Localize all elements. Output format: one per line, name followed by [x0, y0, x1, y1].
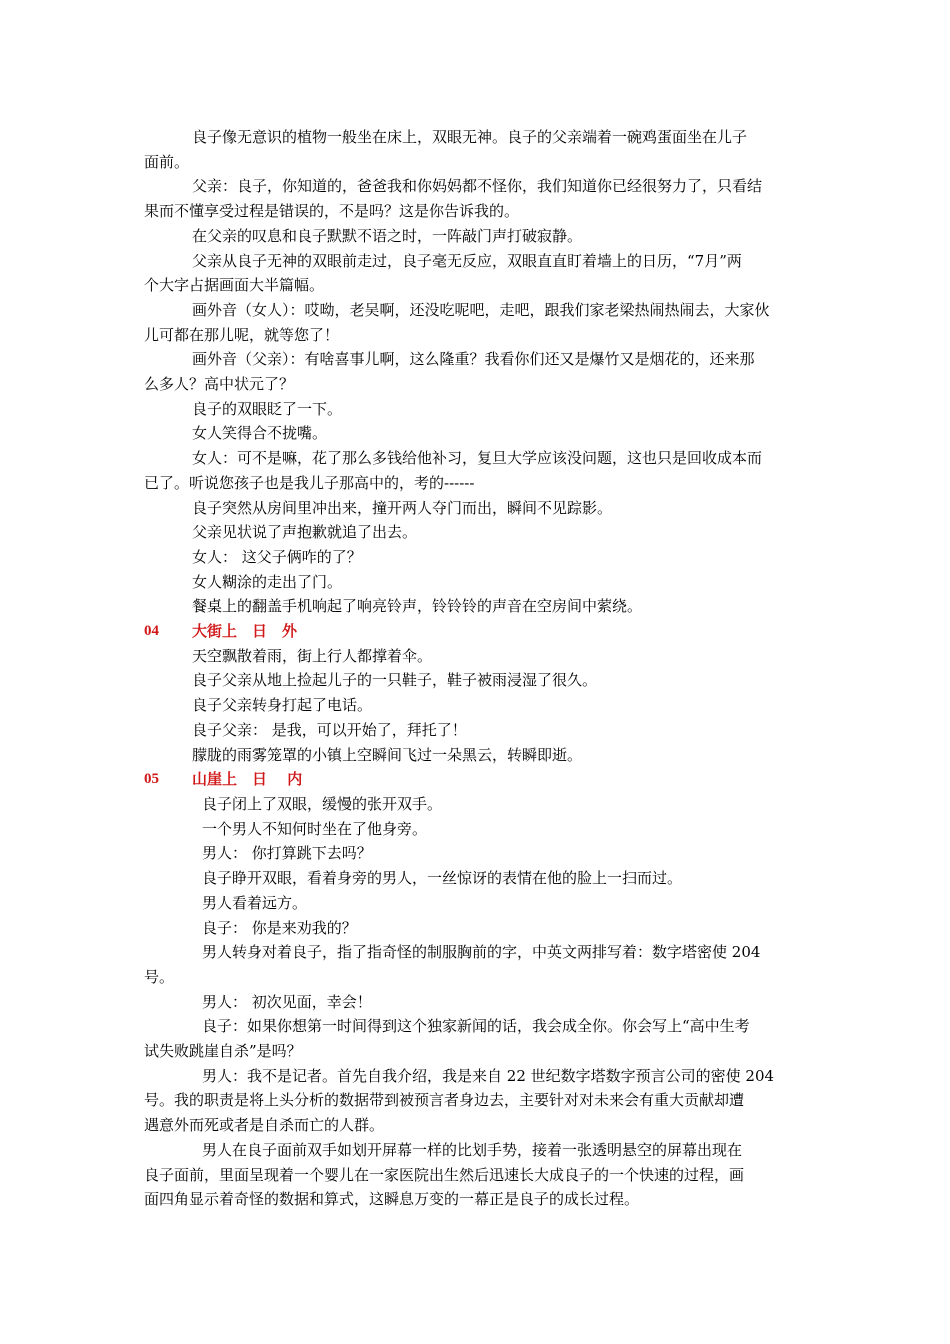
paragraph-line: 女人：可不是嘛，花了那么多钱给他补习，复旦大学应该没问题，这也只是回收成本而 — [192, 449, 763, 468]
paragraph-line: 面四角显示着奇怪的数据和算式，这瞬息万变的一幕正是良子的成长过程。 — [144, 1190, 640, 1209]
paragraph — [144, 545, 808, 570]
paragraph — [144, 224, 808, 249]
paragraph-line: 画外音（女人）：哎呦，老吴啊，还没吃呢吧，走吧，跟我们家老梁热闹热闹去，大家伙 — [192, 300, 770, 319]
paragraph — [144, 916, 808, 941]
scene-heading-04 — [144, 619, 808, 644]
paragraph — [144, 866, 808, 891]
scene-title: 山崖上 日 内 — [192, 770, 303, 789]
scene-title: 大街上 日 外 — [192, 622, 298, 641]
paragraph-line: 已了。听说您孩子也是我儿子那高中的，考的------ — [144, 473, 475, 492]
paragraph — [144, 743, 808, 768]
paragraph-line: 良子像无意识的植物一般坐在床上，双眼无神。良子的父亲端着一碗鸡蛋面坐在儿子 — [192, 128, 748, 146]
paragraph — [144, 446, 808, 495]
paragraph-line: 良子闭上了双眼，缓慢的张开双手。 — [202, 794, 443, 813]
paragraph — [144, 347, 808, 396]
scene-05-body — [144, 792, 808, 1212]
paragraph-line: 在父亲的叹息和良子默默不语之时，一阵敲门声打破寂静。 — [192, 226, 583, 245]
paragraph-line: 男人在良子面前双手如划开屏幕一样的比划手势，接着一张透明悬空的屏幕出现在 — [202, 1140, 743, 1159]
paragraph-line: 男人： 初次见面，幸会！ — [202, 992, 372, 1011]
scene-03-continuation — [144, 125, 808, 619]
paragraph — [144, 792, 808, 817]
paragraph — [144, 891, 808, 916]
paragraph-line: 良子突然从房间里冲出来，撞开两人夺门而出，瞬间不见踪影。 — [192, 498, 613, 517]
paragraph-line: 男人转身对着良子，指了指奇怪的制服胸前的字，中英文两排写着：数字塔密使 204 — [202, 943, 761, 962]
paragraph-line: 个大字占据画面大半篇幅。 — [144, 276, 325, 295]
paragraph-line: 良子父亲： 是我，可以开始了，拜托了！ — [192, 720, 467, 739]
paragraph — [144, 594, 808, 619]
paragraph-line: 良子父亲转身打起了电话。 — [192, 696, 373, 715]
paragraph-line: 男人看着远方。 — [202, 893, 308, 912]
paragraph — [144, 125, 808, 174]
paragraph-line: 果而不懂享受过程是错误的，不是吗？这是你告诉我的。 — [144, 202, 520, 221]
paragraph-line: 号。我的职责是将上头分析的数据带到被预言者身边去，主要针对对未来会有重大贡献却遭 — [144, 1091, 745, 1110]
paragraph-line: 一个男人不知何时坐在了他身旁。 — [202, 819, 428, 838]
paragraph-line: 男人： 你打算跳下去吗？ — [202, 844, 372, 863]
paragraph-line: 朦胧的雨雾笼罩的小镇上空瞬间飞过一朵黑云，转瞬即逝。 — [192, 745, 583, 764]
paragraph — [144, 644, 808, 669]
paragraph-line: 画外音（父亲）：有啥喜事儿啊，这么隆重？我看你们还又是爆竹又是烟花的，还来那 — [192, 350, 755, 369]
paragraph — [144, 298, 808, 347]
paragraph-line: 女人糊涂的走出了门。 — [192, 572, 343, 591]
paragraph — [144, 817, 808, 842]
paragraph-line: 女人： 这父子俩咋的了？ — [192, 547, 362, 566]
scene-04-body — [144, 644, 808, 768]
paragraph-line: 儿可都在那儿呢，就等您了！ — [144, 325, 340, 344]
paragraph — [144, 1138, 808, 1212]
paragraph-line: 父亲从良子无神的双眼前走过，良子毫无反应，双眼直直盯着墙上的日历，“7月”两 — [192, 251, 742, 270]
paragraph — [144, 397, 808, 422]
paragraph — [144, 520, 808, 545]
paragraph — [144, 421, 808, 446]
paragraph-line: 女人笑得合不拢嘴。 — [192, 424, 328, 443]
paragraph-line: 良子的双眼眨了一下。 — [192, 399, 343, 418]
paragraph — [144, 668, 808, 693]
paragraph — [144, 570, 808, 595]
scene-number: 04 — [144, 623, 159, 640]
paragraph-line: 天空飘散着雨，街上行人都撑着伞。 — [192, 646, 433, 665]
paragraph — [144, 496, 808, 521]
paragraph-line: 良子： 你是来劝我的？ — [202, 918, 357, 937]
scene-number: 05 — [144, 771, 159, 788]
paragraph — [144, 718, 808, 743]
paragraph — [144, 990, 808, 1015]
paragraph-line: 男人：我不是记者。首先自我介绍，我是来自 22 世纪数字塔数字预言公司的密使 204 — [202, 1066, 775, 1085]
paragraph — [144, 940, 808, 989]
paragraph-line: 面前。 — [144, 152, 190, 171]
paragraph — [144, 693, 808, 718]
paragraph-line: 么多人？高中状元了？ — [144, 375, 295, 394]
paragraph-line: 父亲：良子，你知道的，爸爸我和你妈妈都不怪你，我们知道你已经很努力了，只看结 — [192, 177, 763, 196]
scene-heading-05 — [144, 767, 808, 792]
paragraph-line: 号。 — [144, 967, 175, 986]
paragraph — [144, 174, 808, 223]
paragraph-line: 试失败跳崖自杀”是吗？ — [144, 1042, 302, 1061]
paragraph-line: 餐桌上的翻盖手机响起了响亮铃声，铃铃铃的声音在空房间中萦绕。 — [192, 597, 643, 616]
paragraph-line: 遇意外而死或者是自杀而亡的人群。 — [144, 1116, 385, 1135]
paragraph-line: 良子父亲从地上捡起儿子的一只鞋子，鞋子被雨浸湿了很久。 — [192, 671, 598, 690]
paragraph — [144, 249, 808, 298]
paragraph-line: 良子面前，里面呈现着一个婴儿在一家医院出生然后迅速长大成良子的一个快速的过程，画 — [144, 1165, 745, 1184]
paragraph — [144, 841, 808, 866]
paragraph-line: 良子睁开双眼，看着身旁的男人，一丝惊讶的表情在他的脸上一扫而过。 — [202, 869, 683, 888]
paragraph-line: 良子：如果你想第一时间得到这个独家新闻的话，我会成全你。你会写上“高中生考 — [202, 1017, 750, 1036]
paragraph-line: 父亲见状说了声抱歉就追了出去。 — [192, 523, 418, 542]
screenplay-body — [144, 125, 808, 1212]
paragraph — [144, 1064, 808, 1138]
paragraph — [144, 1014, 808, 1063]
